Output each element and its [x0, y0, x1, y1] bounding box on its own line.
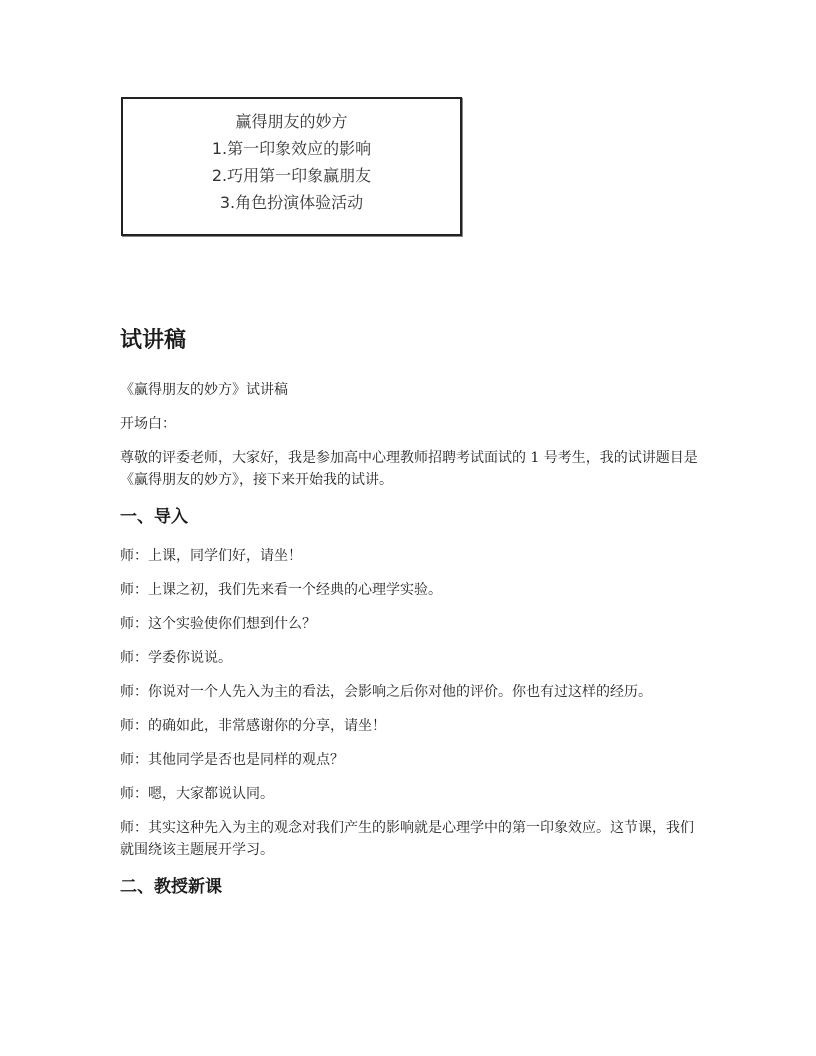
document-body: [120, 322, 700, 915]
dialogue-line: 师：你说对一个人先入为主的看法，会影响之后你对他的评价。你也有过这样的经历。: [120, 684, 652, 700]
dialogue-line: 师：其他同学是否也是同样的观点？: [120, 752, 344, 768]
outline-item-3: 3.角色扮演体验活动: [219, 193, 364, 212]
dialogue-line: 师：的确如此，非常感谢你的分享，请坐！: [120, 718, 386, 734]
dialogue-line: 师：学委你说说。: [120, 650, 232, 666]
outline-item-1: 1.第一印象效应的影响: [211, 139, 372, 158]
document-subtitle: 《赢得朋友的妙方》试讲稿: [120, 382, 288, 398]
document-title: 试讲稿: [120, 328, 187, 353]
lesson-outline-box: [121, 97, 462, 236]
dialogue-line: 师：嗯，大家都说认同。: [120, 786, 274, 802]
opening-text: 尊敬的评委老师，大家好，我是参加高中心理教师招聘考试面试的 1 号考生，我的试讲题目是《赢得朋友的妙方》，接下来开始我的试讲。: [120, 450, 698, 488]
dialogue-line: 师：这个实验使你们想到什么？: [120, 616, 316, 632]
section-heading-new-lesson: 二、教授新课: [120, 877, 222, 897]
outline-title: 赢得朋友的妙方: [235, 112, 348, 131]
outline-item-2: 2.巧用第一印象赢朋友: [211, 166, 372, 185]
dialogue-line: 师：其实这种先入为主的观念对我们产生的影响就是心理学中的第一印象效应。这节课，我们就围绕该主题展开学习。: [120, 820, 694, 858]
dialogue-line: 师：上课之初，我们先来看一个经典的心理学实验。: [120, 582, 442, 598]
opening-label: 开场白：: [120, 416, 176, 432]
section-heading-intro: 一、导入: [120, 507, 188, 527]
dialogue-line: 师：上课，同学们好，请坐！: [120, 548, 302, 564]
